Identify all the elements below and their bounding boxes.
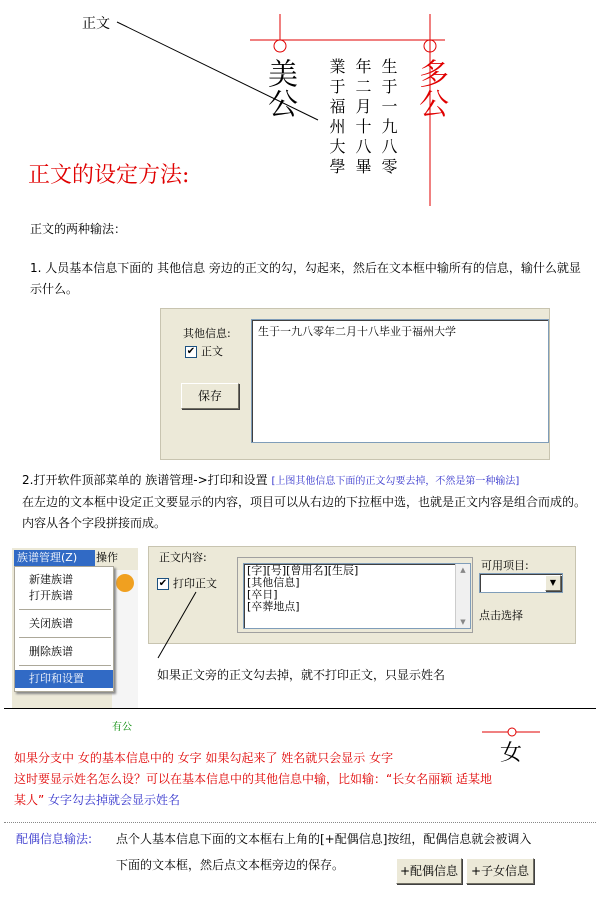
add-child-button[interactable]: +子女信息 [466,858,534,884]
spouse-label: 配偶信息输法: [16,832,93,846]
menu-separator [19,609,111,611]
menu-item-new[interactable]: 新建族谱 [29,573,73,586]
female-line-3-red: 某人” [14,793,45,807]
content-textarea[interactable] [243,563,471,629]
menu-item-delete[interactable]: 删除族谱 [29,645,73,658]
menu-next[interactable]: 操作 [96,551,118,564]
text-col-3: 業于福州大學 [327,58,346,178]
zhengwen-checkbox-label: 正文 [201,345,223,358]
method-2-body: 在左边的文本框中设定正文要显示的内容，项目可以从右边的下拉框中选，也就是正文内容是组合而成的。内容从各个字段拼接而成。 [22,495,587,530]
print-settings-panel [148,546,576,644]
print-checkbox-label: 打印正文 [173,577,217,590]
spouse-text-2: 下面的文本框，然后点文本框旁边的保存。 [116,858,345,872]
female-section [14,748,584,811]
text-col-2: 年二月十八畢 [353,58,372,178]
female-char: 女 [500,741,523,766]
menu-item-close[interactable]: 关闭族谱 [29,617,73,630]
content-line: [其他信息] [247,576,300,589]
menu-title[interactable]: 族谱管理(Z) [14,550,95,566]
callout-text: 如果正文旁的正文勾去掉，就不打印正文，只显示姓名 [157,668,446,682]
female-line-3-blue: 女字勾去掉就会显示姓名 [44,793,181,807]
female-line-1: 如果分支中 女的基本信息中的 女字 如果勾起来了 姓名就只会显示 女字 [14,751,394,765]
text-col-1: 生于一九八零 [379,58,398,178]
callout-line [150,590,210,660]
menu-separator [19,637,111,639]
app-icon [116,574,134,592]
left-name: 美公 [262,58,297,118]
available-select[interactable] [479,573,563,593]
content-line: [卒日] [247,588,278,601]
content-frame [237,557,473,633]
scroll-down-icon[interactable]: ▼ [460,618,466,626]
dropdown-menu [14,566,114,692]
content-line: [卒葬地点] [247,600,300,613]
right-name: 多公 [413,58,448,118]
menu-screenshot [12,548,138,733]
zhengwen-checkbox[interactable] [185,343,223,359]
menu-item-open[interactable]: 打开族谱 [29,589,73,602]
textarea-value: 生于一九八零年二月十八毕业于福州大学 [258,325,456,338]
spouse-text-1: 点个人基本信息下面的文本框右上角的[+配偶信息]按纽，配偶信息就会被调入 [116,832,532,846]
other-info-label: 其他信息: [183,327,231,340]
checkbox-check-icon: ✔ [186,346,196,357]
app-background-fragment [112,570,138,733]
checkbox-check-icon: ✔ [158,578,168,589]
scroll-up-icon[interactable]: ▲ [460,566,466,574]
save-button[interactable]: 保存 [181,383,239,409]
method-2-lead: 2.打开软件顶部菜单的 族谱管理->打印和设置 [22,473,268,487]
add-spouse-button[interactable]: +配偶信息 [396,858,462,884]
available-label: 可用项目: [481,559,529,572]
fragment-text: 有公 [112,722,132,733]
content-label: 正文内容: [159,551,207,564]
method-1-text: 1. 人员基本信息下面的 其他信息 旁边的正文的勾，勾起来，然后在文本框中输所有的信息，输什么就显示什么。 [30,261,581,296]
print-zhengwen-checkbox[interactable] [157,575,217,591]
zhengwen-label: 正文 [82,16,110,32]
intro-text: 正文的两种输法： [30,222,127,236]
dropdown-arrow-icon[interactable]: ▼ [545,575,561,591]
method-2-note: [上图其他信息下面的正文勾要去掉，不然是第一种输法] [271,476,520,487]
section-heading: 正文的设定方法: [28,163,190,188]
divider-dotted [4,822,596,823]
click-hint: 点击选择 [479,609,523,622]
left-ring [274,40,286,52]
content-scrollbar[interactable] [455,564,470,628]
menu-item-print-settings[interactable]: 打印和设置 [15,670,113,688]
female-line-2: 这时要显示姓名怎么设？可以在基本信息中的其他信息中输，比如输：“长女名丽颖 适某地 [14,772,493,786]
content-line: [字][号][曾用名][生辰] [247,564,359,577]
menu-separator [19,665,111,667]
method-2-block [22,470,592,534]
other-info-textarea[interactable] [251,319,549,443]
other-info-panel [160,308,550,460]
divider [4,708,596,709]
